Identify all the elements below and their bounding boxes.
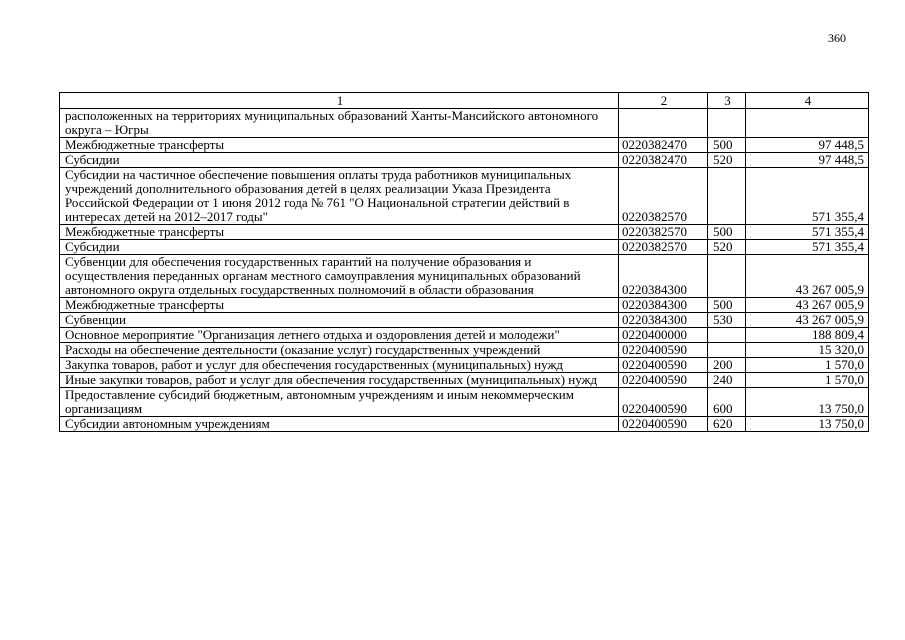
row-name: Межбюджетные трансферты (60, 138, 619, 153)
row-code: 0220400590 (619, 343, 708, 358)
row-code (619, 109, 708, 138)
header-col-3: 3 (708, 93, 746, 109)
table-row (60, 328, 869, 343)
table-row (60, 240, 869, 255)
row-amount: 571 355,4 (746, 168, 869, 225)
row-code: 0220382470 (619, 138, 708, 153)
table-row (60, 298, 869, 313)
row-name: Иные закупки товаров, работ и услуг для обеспечения государственных (муниципальных) нужд (60, 373, 619, 388)
table-header-row (60, 93, 869, 109)
table-row (60, 343, 869, 358)
row-code: 0220382470 (619, 153, 708, 168)
row-amount: 15 320,0 (746, 343, 869, 358)
row-amount: 13 750,0 (746, 417, 869, 432)
row-name: Субсидии на частичное обеспечение повышения оплаты труда работников муниципальных учреждений дополнительного образования детей в целях реализации Указа Президента Российской Федерации от 1 июня 2012 года № 761 "О Национальной стратегии действий в интересах детей на 2012–2017 годы" (60, 168, 619, 225)
row-type: 200 (708, 358, 746, 373)
page-number: 360 (828, 31, 846, 45)
row-type: 520 (708, 153, 746, 168)
row-name: Субсидии (60, 153, 619, 168)
row-amount: 43 267 005,9 (746, 313, 869, 328)
row-name: Субсидии автономным учреждениям (60, 417, 619, 432)
row-code: 0220382570 (619, 168, 708, 225)
table-row (60, 109, 869, 138)
row-type (708, 343, 746, 358)
row-code: 0220382570 (619, 225, 708, 240)
row-type: 500 (708, 298, 746, 313)
row-name: Предоставление субсидий бюджетным, автономным учреждениям и иным некоммерческим организациям (60, 388, 619, 417)
header-col-2: 2 (619, 93, 708, 109)
table-row (60, 313, 869, 328)
row-name: Субсидии (60, 240, 619, 255)
header-col-1: 1 (60, 93, 619, 109)
row-amount: 188 809,4 (746, 328, 869, 343)
row-type: 620 (708, 417, 746, 432)
table-row (60, 168, 869, 225)
table-row (60, 373, 869, 388)
row-type (708, 328, 746, 343)
row-code: 0220400590 (619, 417, 708, 432)
row-code: 0220382570 (619, 240, 708, 255)
row-code: 0220400590 (619, 373, 708, 388)
row-type: 240 (708, 373, 746, 388)
row-name: Субвенции для обеспечения государственных гарантий на получение образования и осуществления переданных органам местного самоуправления муниципальных образований автономного округа отдельных государственных полномочий в области образования (60, 255, 619, 298)
row-name: Закупка товаров, работ и услуг для обеспечения государственных (муниципальных) нужд (60, 358, 619, 373)
table-row (60, 255, 869, 298)
row-amount: 1 570,0 (746, 373, 869, 388)
row-amount (746, 109, 869, 138)
row-amount: 97 448,5 (746, 138, 869, 153)
row-amount: 1 570,0 (746, 358, 869, 373)
row-amount: 13 750,0 (746, 388, 869, 417)
row-type: 520 (708, 240, 746, 255)
table-row (60, 138, 869, 153)
table-row (60, 225, 869, 240)
row-name: Межбюджетные трансферты (60, 225, 619, 240)
row-code: 0220400000 (619, 328, 708, 343)
row-code: 0220384300 (619, 298, 708, 313)
table-row (60, 388, 869, 417)
budget-table (59, 92, 869, 432)
row-code: 0220400590 (619, 358, 708, 373)
table-row (60, 358, 869, 373)
table-row (60, 153, 869, 168)
row-amount: 97 448,5 (746, 153, 869, 168)
row-name: Межбюджетные трансферты (60, 298, 619, 313)
row-code: 0220400590 (619, 388, 708, 417)
row-amount: 43 267 005,9 (746, 298, 869, 313)
row-type (708, 255, 746, 298)
row-type: 530 (708, 313, 746, 328)
row-amount: 571 355,4 (746, 240, 869, 255)
row-type: 600 (708, 388, 746, 417)
row-type: 500 (708, 138, 746, 153)
table-row (60, 417, 869, 432)
row-type (708, 109, 746, 138)
row-name: расположенных на территориях муниципальных образований Ханты-Мансийского автономного округа – Югры (60, 109, 619, 138)
row-amount: 43 267 005,9 (746, 255, 869, 298)
row-name: Основное мероприятие "Организация летнего отдыха и оздоровления детей и молодежи" (60, 328, 619, 343)
row-type: 500 (708, 225, 746, 240)
row-name: Расходы на обеспечение деятельности (оказание услуг) государственных учреждений (60, 343, 619, 358)
row-amount: 571 355,4 (746, 225, 869, 240)
header-col-4: 4 (746, 93, 869, 109)
row-code: 0220384300 (619, 313, 708, 328)
row-type (708, 168, 746, 225)
row-name: Субвенции (60, 313, 619, 328)
row-code: 0220384300 (619, 255, 708, 298)
